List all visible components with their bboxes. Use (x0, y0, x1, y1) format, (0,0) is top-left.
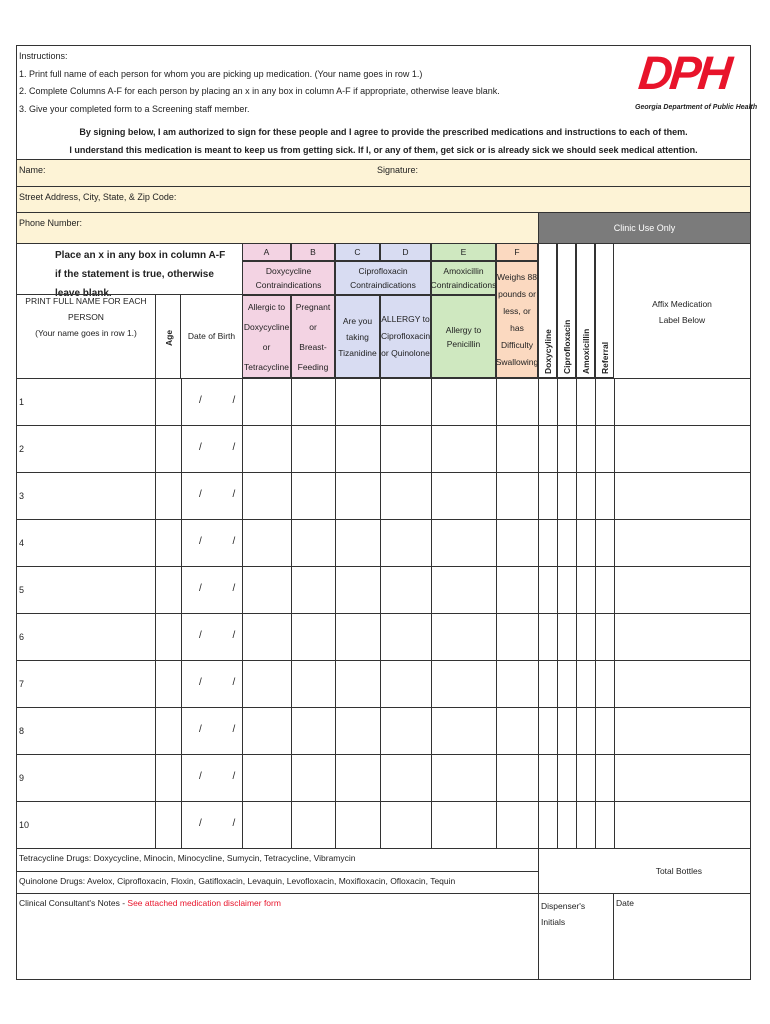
quinolone-drugs: Quinolone Drugs: Avelox, Ciprofloxacin, Floxin, Gatifloxacin, Levaquin, Levofloxacin, Moxifloxacin, Ofloxacin, Tequin (19, 876, 456, 886)
clinic-use-only-label: Clinic Use Only (613, 223, 676, 233)
row-number: 10 (19, 820, 30, 830)
col-d-cell[interactable] (380, 614, 431, 661)
clinic-amoxicillin-cell[interactable] (576, 614, 595, 661)
clinic-referral-cell[interactable] (595, 426, 614, 473)
col-c-cell[interactable] (335, 473, 380, 520)
clinic-ciprofloxacin-cell[interactable] (557, 473, 576, 520)
name-cell[interactable] (17, 708, 155, 755)
col-b-cell[interactable] (291, 755, 335, 802)
clinic-doxycycline-cell[interactable] (538, 520, 557, 567)
instructions (19, 48, 500, 118)
clinic-doxycycline-cell[interactable] (538, 379, 557, 426)
medication-label-cell[interactable] (614, 473, 750, 520)
instruction-line-3: 3. Give your completed form to a Screening staff member. (19, 103, 250, 114)
amox-group-header: Amoxicillin Contraindications (431, 261, 496, 295)
col-b-question: Pregnant or Breast-Feeding (291, 295, 335, 378)
age-cell[interactable] (155, 426, 181, 473)
clinic-col-referral (595, 243, 614, 378)
name-cell[interactable] (17, 614, 155, 661)
clinic-col-amoxicillin-label: Amoxicillin (581, 328, 591, 374)
col-a-cell[interactable] (242, 567, 291, 614)
clinic-ciprofloxacin-cell[interactable] (557, 614, 576, 661)
table-row (17, 707, 750, 754)
col-f-cell[interactable] (496, 426, 538, 473)
date-cell[interactable] (613, 893, 750, 980)
col-d-cell[interactable] (380, 473, 431, 520)
total-bottles-label: Total Bottles (655, 866, 702, 876)
col-f-cell[interactable] (496, 708, 538, 755)
clinic-referral-cell[interactable] (595, 567, 614, 614)
clinic-doxycycline-cell[interactable] (538, 426, 557, 473)
col-f-question: Weighs 88 pounds or less, or has Difficulty Swallowing (496, 261, 538, 378)
clinic-ciprofloxacin-cell[interactable] (557, 426, 576, 473)
row-number: 9 (19, 773, 25, 783)
col-e-cell[interactable] (431, 426, 496, 473)
col-a-cell[interactable] (242, 802, 291, 849)
age-cell[interactable] (155, 473, 181, 520)
col-a-cell[interactable] (242, 520, 291, 567)
age-cell[interactable] (155, 567, 181, 614)
dispenser-initials-label: Dispenser's Initials (541, 901, 586, 927)
col-e-cell[interactable] (431, 473, 496, 520)
dob-slashes: / / (199, 489, 250, 500)
clinic-ciprofloxacin-cell[interactable] (557, 708, 576, 755)
clinic-referral-cell[interactable] (595, 520, 614, 567)
name-label: Name: (19, 165, 46, 175)
col-f-cell[interactable] (496, 473, 538, 520)
medication-label-cell[interactable] (614, 802, 750, 849)
clinic-amoxicillin-cell[interactable] (576, 661, 595, 708)
col-b-letter: B (291, 243, 335, 261)
col-f-cell[interactable] (496, 520, 538, 567)
col-a-cell[interactable] (242, 379, 291, 426)
clinic-doxycycline-cell[interactable] (538, 755, 557, 802)
clinic-ciprofloxacin-cell[interactable] (557, 802, 576, 849)
name-cell[interactable] (17, 661, 155, 708)
col-e-cell[interactable] (431, 708, 496, 755)
col-c-cell[interactable] (335, 520, 380, 567)
medication-label-cell[interactable] (614, 755, 750, 802)
col-d-cell[interactable] (380, 426, 431, 473)
table-row (17, 519, 750, 566)
clinic-ciprofloxacin-cell[interactable] (557, 379, 576, 426)
row-number: 3 (19, 491, 25, 501)
clinic-doxycycline-cell[interactable] (538, 661, 557, 708)
dob-slashes: / / (199, 536, 250, 547)
clinic-use-only-header (538, 212, 750, 243)
name-header-sub: (Your name goes in row 1.) (35, 328, 137, 338)
dob-slashes: / / (199, 583, 250, 594)
col-b-cell[interactable] (291, 614, 335, 661)
dph-logo-subtitle: Georgia Department of Public Health (635, 104, 758, 111)
col-e-cell[interactable] (431, 567, 496, 614)
col-b-cell[interactable] (291, 426, 335, 473)
name-cell[interactable] (17, 379, 155, 426)
table-row (17, 378, 750, 425)
col-e-cell[interactable] (431, 755, 496, 802)
col-a-question: Allergic to Doxycycline or Tetracycline (242, 295, 291, 378)
clinic-col-doxycycline-label: Doxycyline (543, 329, 553, 374)
doxy-group-header: Doxycycline Contraindications (242, 261, 335, 295)
row-number: 6 (19, 632, 25, 642)
clinic-referral-cell[interactable] (595, 379, 614, 426)
total-bottles-cell[interactable] (538, 848, 750, 893)
row-number: 1 (19, 397, 25, 407)
disclaimer-link[interactable]: See attached medication disclaimer form (127, 898, 281, 908)
clinic-amoxicillin-cell[interactable] (576, 755, 595, 802)
medication-label-cell[interactable] (614, 426, 750, 473)
name-signature-row[interactable] (17, 159, 750, 186)
age-cell[interactable] (155, 708, 181, 755)
tetracycline-drugs: Tetracycline Drugs: Doxycycline, Minocin, Minocycline, Sumycin, Tetracycline, Vibramycin (19, 853, 356, 863)
clinic-referral-cell[interactable] (595, 755, 614, 802)
instructions-heading: Instructions: (19, 51, 68, 61)
date-label: Date (616, 898, 634, 908)
clinic-amoxicillin-cell[interactable] (576, 379, 595, 426)
col-f-cell[interactable] (496, 802, 538, 849)
clinic-referral-cell[interactable] (595, 661, 614, 708)
clinic-doxycycline-cell[interactable] (538, 473, 557, 520)
dob-slashes: / / (199, 395, 250, 406)
col-e-question: Allergy to Penicillin (431, 295, 496, 378)
col-c-cell[interactable] (335, 708, 380, 755)
clinic-col-doxycycline (538, 243, 557, 378)
clinic-doxycycline-cell[interactable] (538, 708, 557, 755)
dob-column-header (181, 294, 242, 378)
dob-slashes: / / (199, 630, 250, 641)
age-header-label: Age (164, 329, 174, 346)
dob-slashes: / / (199, 818, 250, 829)
clinic-amoxicillin-cell[interactable] (576, 473, 595, 520)
clinic-referral-cell[interactable] (595, 708, 614, 755)
dob-slashes: / / (199, 771, 250, 782)
col-b-cell[interactable] (291, 708, 335, 755)
col-c-cell[interactable] (335, 426, 380, 473)
col-c-cell[interactable] (335, 661, 380, 708)
col-b-cell[interactable] (291, 802, 335, 849)
medication-label-cell[interactable] (614, 661, 750, 708)
clinic-col-referral-label: Referral (600, 341, 610, 374)
signature-label: Signature: (377, 165, 419, 175)
phone-label: Phone Number: (19, 218, 83, 228)
age-cell[interactable] (155, 520, 181, 567)
col-e-cell[interactable] (431, 520, 496, 567)
table-intro: Place an x in any box in column A-F if the statement is true, otherwise leave blank. (55, 250, 226, 299)
clinic-ciprofloxacin-cell[interactable] (557, 520, 576, 567)
col-d-letter: D (380, 243, 431, 261)
clinic-ciprofloxacin-cell[interactable] (557, 755, 576, 802)
name-cell[interactable] (17, 426, 155, 473)
notes-label: Clinical Consultant's Notes - (19, 898, 126, 908)
col-a-cell[interactable] (242, 473, 291, 520)
medication-label-cell[interactable] (614, 708, 750, 755)
instruction-line-2: 2. Complete Columns A-F for each person by placing an x in any box in column A-F if appropriate, otherwise leave blank. (19, 86, 500, 96)
col-e-cell[interactable] (431, 379, 496, 426)
address-label: Street Address, City, State, & Zip Code: (19, 192, 177, 202)
row-number: 4 (19, 538, 25, 548)
col-a-letter: A (242, 243, 291, 261)
col-b-cell[interactable] (291, 473, 335, 520)
clinic-ciprofloxacin-cell[interactable] (557, 567, 576, 614)
row-number: 8 (19, 726, 25, 736)
dob-slashes: / / (199, 677, 250, 688)
col-f-cell[interactable] (496, 755, 538, 802)
name-column-header (17, 293, 155, 341)
cipro-group-header: Ciprofloxacin Contraindications (335, 261, 431, 295)
dob-slashes: / / (199, 442, 250, 453)
name-cell[interactable] (17, 755, 155, 802)
clinic-amoxicillin-cell[interactable] (576, 708, 595, 755)
col-f-cell[interactable] (496, 567, 538, 614)
name-cell[interactable] (17, 520, 155, 567)
col-c-cell[interactable] (335, 567, 380, 614)
consent-line-2: I understand this medication is meant to keep us from getting sick. If I, or any of them, get sick or is already sick we should seek medical attention. (69, 145, 698, 155)
col-d-cell[interactable] (380, 520, 431, 567)
clinic-referral-cell[interactable] (595, 614, 614, 661)
col-b-cell[interactable] (291, 567, 335, 614)
instruction-line-1: 1. Print full name of each person for whom you are picking up medication. (Your name goes in row 1.) (19, 68, 423, 79)
clinic-referral-cell[interactable] (595, 802, 614, 849)
row-number: 2 (19, 444, 25, 454)
col-f-cell[interactable] (496, 614, 538, 661)
col-d-cell[interactable] (380, 708, 431, 755)
col-c-cell[interactable] (335, 802, 380, 849)
clinic-doxycycline-cell[interactable] (538, 802, 557, 849)
age-column-header (155, 294, 181, 378)
col-c-question: Are you taking Tizanidine (335, 295, 380, 378)
col-a-cell[interactable] (242, 661, 291, 708)
col-f-cell[interactable] (496, 661, 538, 708)
medication-label-cell[interactable] (614, 567, 750, 614)
name-cell[interactable] (17, 473, 155, 520)
age-cell[interactable] (155, 755, 181, 802)
col-c-cell[interactable] (335, 379, 380, 426)
col-d-cell[interactable] (380, 755, 431, 802)
medication-label-cell[interactable] (614, 379, 750, 426)
table-row (17, 660, 750, 707)
col-a-cell[interactable] (242, 614, 291, 661)
col-c-cell[interactable] (335, 614, 380, 661)
clinic-col-ciprofloxacin (557, 243, 576, 378)
clinic-ciprofloxacin-cell[interactable] (557, 661, 576, 708)
consultant-notes-area[interactable] (17, 893, 538, 980)
col-e-letter: E (431, 243, 496, 261)
dispenser-initials-cell[interactable] (538, 893, 613, 980)
medication-label-cell[interactable] (614, 520, 750, 567)
address-row[interactable] (17, 186, 750, 212)
col-b-cell[interactable] (291, 520, 335, 567)
dob-slashes: / / (199, 724, 250, 735)
dph-logo-mark: DPH (636, 46, 733, 99)
col-b-cell[interactable] (291, 379, 335, 426)
screening-form (16, 45, 758, 980)
col-f-letter: F (496, 243, 538, 261)
table-row (17, 613, 750, 660)
name-cell[interactable] (17, 567, 155, 614)
col-d-cell[interactable] (380, 379, 431, 426)
clinic-referral-cell[interactable] (595, 473, 614, 520)
col-a-cell[interactable] (242, 426, 291, 473)
col-d-cell[interactable] (380, 661, 431, 708)
col-d-cell[interactable] (380, 567, 431, 614)
dob-header-label: Date of Birth (187, 331, 236, 341)
col-c-cell[interactable] (335, 755, 380, 802)
clinic-col-amoxicillin (576, 243, 595, 378)
col-a-cell[interactable] (242, 708, 291, 755)
clinic-amoxicillin-cell[interactable] (576, 567, 595, 614)
col-e-cell[interactable] (431, 614, 496, 661)
col-f-cell[interactable] (496, 379, 538, 426)
table-row (17, 754, 750, 801)
row-number: 5 (19, 585, 25, 595)
age-cell[interactable] (155, 614, 181, 661)
clinic-doxycycline-cell[interactable] (538, 614, 557, 661)
clinic-amoxicillin-cell[interactable] (576, 426, 595, 473)
name-header-label: PRINT FULL NAME FOR EACH PERSON (25, 296, 147, 322)
table-row (17, 425, 750, 472)
age-cell[interactable] (155, 661, 181, 708)
table-row (17, 801, 750, 848)
name-cell[interactable] (17, 802, 155, 849)
dph-logo (629, 46, 758, 119)
table-row (17, 472, 750, 519)
col-e-cell[interactable] (431, 661, 496, 708)
col-a-cell[interactable] (242, 755, 291, 802)
col-c-letter: C (335, 243, 380, 261)
age-cell[interactable] (155, 379, 181, 426)
row-number: 7 (19, 679, 25, 689)
medication-label-cell[interactable] (614, 614, 750, 661)
clinic-amoxicillin-cell[interactable] (576, 802, 595, 849)
affix-label-header: Affix Medication Label Below (614, 243, 750, 378)
col-d-cell[interactable] (380, 802, 431, 849)
age-cell[interactable] (155, 802, 181, 849)
clinic-amoxicillin-cell[interactable] (576, 520, 595, 567)
consent-line-1: By signing below, I am authorized to sign for these people and I agree to provide the prescribed medications and instructions to each of them. (79, 127, 688, 137)
clinic-doxycycline-cell[interactable] (538, 567, 557, 614)
table-row (17, 566, 750, 613)
clinic-col-ciprofloxacin-label: Ciprofloxacin (562, 319, 572, 374)
intro-divider (17, 294, 242, 295)
col-e-cell[interactable] (431, 802, 496, 849)
col-d-question: ALLERGY to Ciprofloxacin or Quinolone (380, 295, 431, 378)
col-b-cell[interactable] (291, 661, 335, 708)
person-rows (17, 378, 750, 848)
